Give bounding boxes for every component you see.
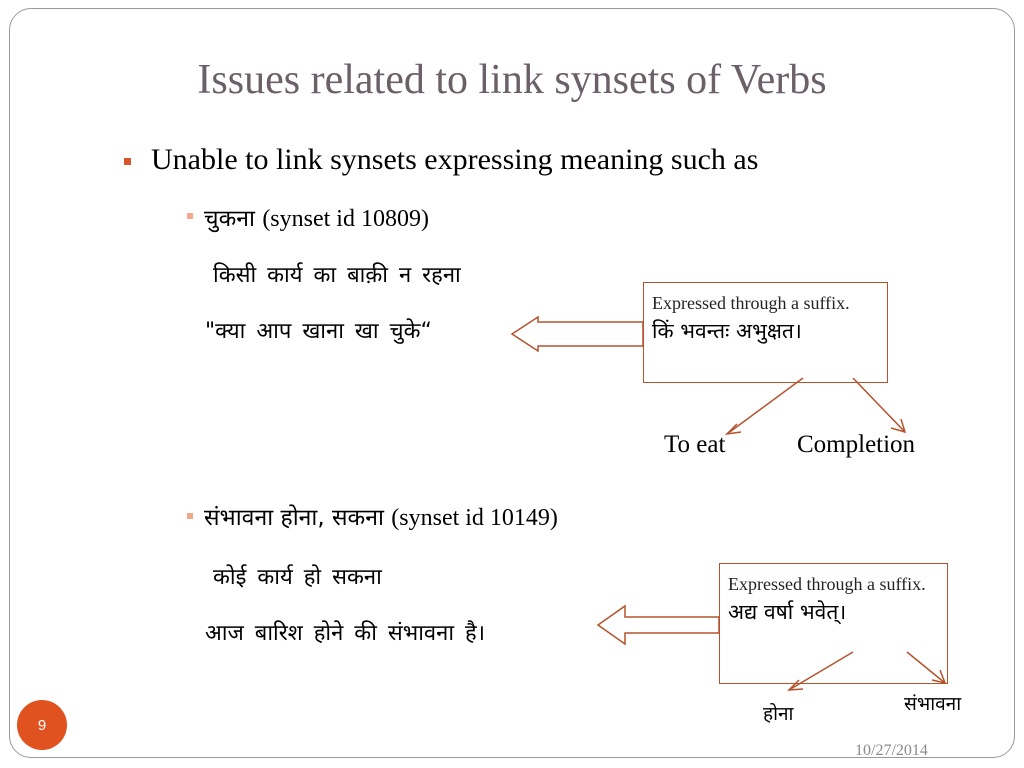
- item2-box-note: Expressed through a suffix.: [728, 574, 926, 594]
- item2-block-arrow: [598, 606, 719, 644]
- item1-label-right: Completion: [797, 431, 916, 458]
- item2-box-sanskrit: अद्य वर्षा भवेत्।: [728, 600, 847, 624]
- item1-box-sanskrit: किं भवन्तः अभुक्षत।: [652, 319, 802, 343]
- item2-label-right: संभावना: [904, 693, 962, 715]
- item2-label-left: होना: [763, 703, 794, 725]
- item2-example: आज बारिश होने की संभावना है।: [205, 621, 486, 646]
- item1-synset: (synset id 10809): [262, 206, 429, 232]
- item1-example: "क्या आप खाना खा चुके“: [205, 319, 432, 344]
- slide-date: 10/27/2014: [855, 742, 928, 759]
- item1-box-note: Expressed through a suffix.: [652, 293, 850, 313]
- item1-label-left: To eat: [664, 431, 726, 458]
- slide-title: Issues related to link synsets of Verbs: [197, 57, 827, 103]
- main-bullet-text: Unable to link synsets expressing meaning such as: [151, 143, 759, 176]
- item1-gloss: किसी कार्य का बाक़ी न रहना: [213, 263, 461, 288]
- item2-gloss: कोई कार्य हो सकना: [213, 565, 382, 590]
- item1-block-arrow: [512, 317, 643, 351]
- page-number-badge: 9: [17, 700, 67, 750]
- item2-synset: (synset id 10149): [391, 505, 558, 531]
- item2-arrow-right: [907, 652, 945, 683]
- item2-arrow-left: [789, 652, 853, 690]
- item1-word: चुकना: [204, 206, 255, 232]
- item1-arrow-left: [727, 378, 803, 434]
- item1-arrow-right: [853, 378, 905, 432]
- item2-word: संभावना होना, सकना: [204, 505, 384, 531]
